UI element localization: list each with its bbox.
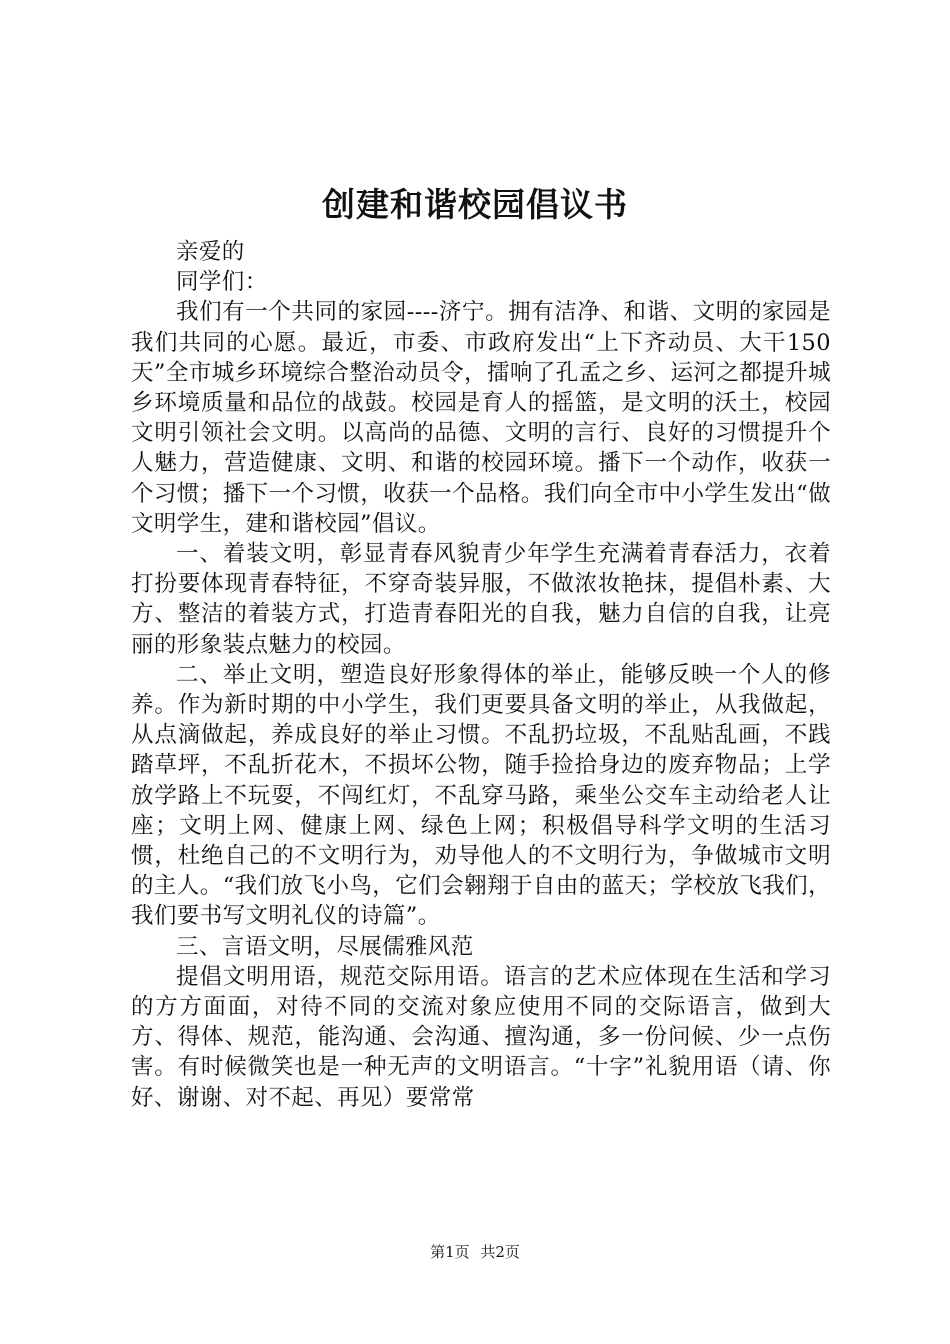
document-body [131, 237, 831, 1113]
section-heading-3: 三、言语文明，尽展儒雅风范 [176, 933, 474, 960]
paragraph-intro: 我们有一个共同的家园----济宁。拥有洁净、和谐、文明的家园是我们共同的心愿。最近，市委、市政府发出“上下齐动员、大干150天”全市城乡环境综合整治动员令，擂响了孔孟之乡、运河之都提升城乡环境质量和品位的战鼓。校园是育人的摇篮，是文明的沃土，校园文明引领社会文明。以高尚的品德、文明的言行、良好的习惯提升个人魅力，营造健康、文明、和谐的校园环境。播下一个动作，收获一个习惯；播下一个习惯，收获一个品格。我们向全市中小学生发出“做文明学生，建和谐校园”倡议。 [131, 299, 831, 537]
paragraph-section-1: 一、着装文明，彰显青春风貌青少年学生充满着青春活力，衣着打扮要体现青春特征，不穿奇装异服，不做浓妆艳抹，提倡朴素、大方、整洁的着装方式，打造青春阳光的自我，魅力自信的自我，让亮丽的形象装点魅力的校园。 [131, 541, 831, 658]
page-number-total: 共2页 [480, 1243, 520, 1261]
greeting-line-2: 同学们： [176, 269, 268, 296]
page-number-current: 第1页 [430, 1243, 470, 1261]
page-footer [0, 1242, 950, 1262]
paragraph-section-2: 二、举止文明，塑造良好形象得体的举止，能够反映一个人的修养。作为新时期的中小学生，我们更要具备文明的举止，从我做起，从点滴做起，养成良好的举止习惯。不乱扔垃圾，不乱贴乱画，不践踏草坪，不乱折花木，不损坏公物，随手捡拾身边的废弃物品；上学放学路上不玩耍，不闯红灯，不乱穿马路，乘坐公交车主动给老人让座；文明上网、健康上网、绿色上网；积极倡导科学文明的生活习惯，杜绝自己的不文明行为，劝导他人的不文明行为，争做城市文明的主人。“我们放飞小鸟，它们会翱翔于自由的蓝天；学校放飞我们，我们要书写文明礼仪的诗篇”。 [131, 661, 831, 930]
greeting-line-1: 亲爱的 [176, 239, 245, 265]
document-title: 创建和谐校园倡议书 [322, 185, 628, 224]
paragraph-section-3: 提倡文明用语，规范交际用语。语言的艺术应体现在生活和学习的方方面面，对待不同的交流对象应使用不同的交际语言，做到大方、得体、规范，能沟通、会沟通、擅沟通，多一份问候、少一点伤害。有时候微笑也是一种无声的文明语言。“十字”礼貌用语（请、你好、谢谢、对不起、再见）要常常 [131, 963, 831, 1111]
